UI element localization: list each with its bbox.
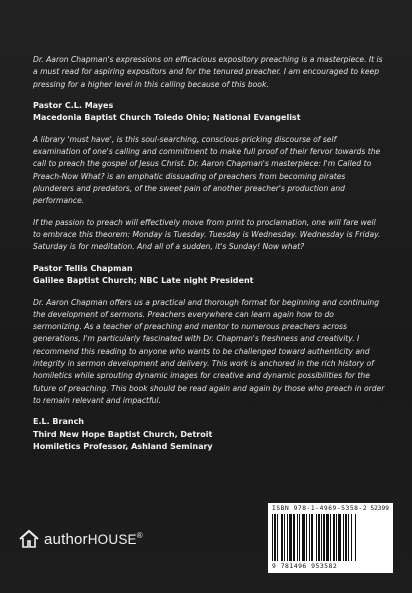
barcode-stripe [338,514,341,561]
reviewer-affiliation: Galilee Baptist Church; NBC Late night President [33,276,254,286]
barcode-stripe [309,514,310,561]
house-book-icon [18,528,40,550]
barcode-stripe [311,514,313,561]
reviewer-name: Pastor Tellis Chapman [33,263,133,273]
barcode-stripe [326,514,329,561]
barcode-stripe [293,514,295,561]
publisher-name: authorHOUSE® [44,530,143,548]
review-quote: Dr. Aaron Chapman offers us a practical and thorough format for beginning and continuing the development of sermons. Preachers everywhere can learn again how to do sermonizing. As a teacher of preaching and mentor to numerous preachers across generations, I'm particularly fascinated with Dr. Chapman's freshness and creativity. I recommend this reading to anyone who wants to be challenged toward authenticity and integrity in sermon development and delivery. This work is anchored in the rich history of homiletics while sprouting dynamic images for creative and dynamic possibilities for the future of preaching. This book should be read again and again by those who preach in order to remain relevant and impactful. [33,297,385,405]
barcode-stripe [336,514,337,561]
reviewer-name: E.L. Branch [33,417,84,427]
barcode-stripe [281,514,283,561]
isbn-barcode [268,503,393,573]
isbn-label: ISBN 978-1-4969-5358-2 [272,505,368,512]
barcode-stripe [302,514,305,561]
barcode-stripe [345,514,347,561]
barcode-stripe [355,514,356,561]
review-attribution [33,416,385,454]
review-attribution [33,263,385,288]
review-quote: Dr. Aaron Chapman's expressions on efficacious expository preaching is a masterpiece. It is a must read for aspiring expositors and for the tenured preacher. I am encouraged to keep pressing for a higher level in this calling because of this book. [33,55,383,89]
barcode-stripe [321,514,322,561]
barcode-stripe [297,514,298,561]
barcode-stripe [299,514,300,561]
barcode-stripe [316,514,317,561]
review-quote-continued: If the passion to preach will effectively move from print to proclamation, one will fare well to embrace this theorem: Monday is Tuesday. Tuesday is Wednesday. Wednesday is Friday. Saturday is for meditation. And all of a sudden, it's Sunday! Now what? [33,217,381,252]
reviewer-affiliation: Macedonia Baptist Church Toledo Ohio; National Evangelist [33,113,301,123]
reviewer-affiliation: Third New Hope Baptist Church, Detroit [33,429,213,439]
barcode-stripe [318,514,320,561]
barcode-stripe [272,514,273,561]
barcode-stripe [277,514,278,561]
barcode-stripe [343,514,344,561]
publisher-logo [18,526,143,552]
barcode-stripe [323,514,325,561]
barcode-bars [272,514,389,561]
reviewer-name: Pastor C.L. Mayes [33,100,114,110]
barcode-stripe [274,514,276,561]
barcode-stripe [333,514,335,561]
reviews-section [33,54,385,463]
barcode-stripe [284,514,285,561]
barcode-digits: 9 781496 953582 [272,562,338,570]
reviewer-affiliation-secondary: Homiletics Professor, Ashland Seminary [33,442,213,452]
barcode-stripe [330,514,331,561]
review-quote: A library 'must have', is this soul-searching, conscious-pricking discourse of self examination of one's calling and commitment to make full proof of their fervor towards the call to preach the gospel of Jesus Christ. Dr. Aaron Chapman's masterpiece: I'm Called to Preach-Now What? is an emphatic dissuading of preachers from becoming pirates plunderers and predators, of the sweet pain of another preacher's production and performance. [33,134,381,206]
barcode-stripe [306,514,307,561]
barcode-stripe [289,514,292,561]
barcode-stripe [351,514,352,561]
review-attribution [33,100,385,125]
barcode-stripe [348,514,349,561]
price-code: 52399 [370,505,389,512]
barcode-stripe [287,514,288,561]
